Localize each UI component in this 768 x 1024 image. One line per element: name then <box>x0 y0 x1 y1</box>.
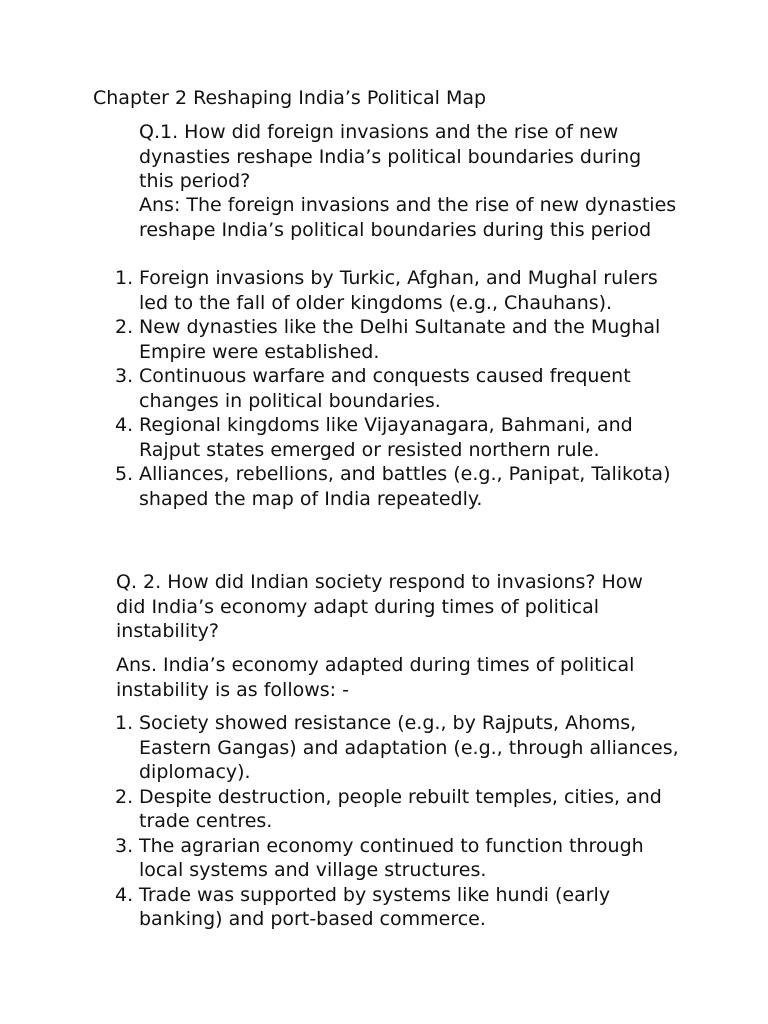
list-item <box>115 266 684 315</box>
list-item-number: 1. <box>115 712 134 734</box>
list-item-number: 3. <box>115 365 134 387</box>
question-1: Q.1. How did foreign invasions and the rise of new dynasties reshape India’s political boundaries during this period? <box>139 121 642 192</box>
answer-2-intro: Ans. India’s economy adapted during times of political instability is as follows: - <box>116 654 635 701</box>
list-item <box>115 834 684 883</box>
list-item-number: 1. <box>115 267 134 289</box>
question-2: Q. 2. How did Indian society respond to invasions? How did India’s economy adapt during times of political instability? <box>116 571 643 642</box>
list-item-text: New dynasties like the Delhi Sultanate and the Mughal Empire were established. <box>139 316 661 363</box>
list-item-text: Despite destruction, people rebuilt temples, cities, and trade centres. <box>139 785 662 832</box>
answer-1-intro: Ans: The foreign invasions and the rise of new dynasties reshape India’s political boundaries during this period <box>139 194 677 241</box>
list-item-number: 5. <box>115 463 134 485</box>
list-item-number: 2. <box>115 785 134 808</box>
list-item-number: 4. <box>115 883 134 906</box>
list-item-number: 4. <box>115 414 134 436</box>
list-item <box>115 785 684 834</box>
list-item <box>115 711 684 785</box>
list-item-text: Foreign invasions by Turkic, Afghan, and Mughal rulers led to the fall of older kingdoms (e.g., Chauhans). <box>139 267 658 314</box>
list-item <box>115 364 684 413</box>
list-item <box>115 315 684 364</box>
list-item-text: The agrarian economy continued to function through local systems and village structures. <box>139 834 644 881</box>
list-item <box>115 462 684 511</box>
list-item <box>115 883 684 932</box>
list-item-number: 2. <box>115 316 134 338</box>
list-item-number: 3. <box>115 834 134 857</box>
answer-2-list <box>115 711 684 932</box>
list-item-text: Regional kingdoms like Vijayanagara, Bahmani, and Rajput states emerged or resisted northern rule. <box>139 414 633 461</box>
list-item-text: Trade was supported by systems like hundi (early banking) and port-based commerce. <box>139 883 611 930</box>
list-item-text: Alliances, rebellions, and battles (e.g., Panipat, Talikota) shaped the map of India repeatedly. <box>139 463 671 510</box>
list-item-text: Continuous warfare and conquests caused frequent changes in political boundaries. <box>139 365 631 412</box>
list-item-text: Society showed resistance (e.g., by Rajputs, Ahoms, Eastern Gangas) and adaptation (e.g., through alliances, diplomacy). <box>139 712 679 783</box>
answer-1-list <box>115 266 684 511</box>
chapter-title: Chapter 2 Reshaping India’s Political Map <box>93 87 487 109</box>
list-item <box>115 413 684 462</box>
